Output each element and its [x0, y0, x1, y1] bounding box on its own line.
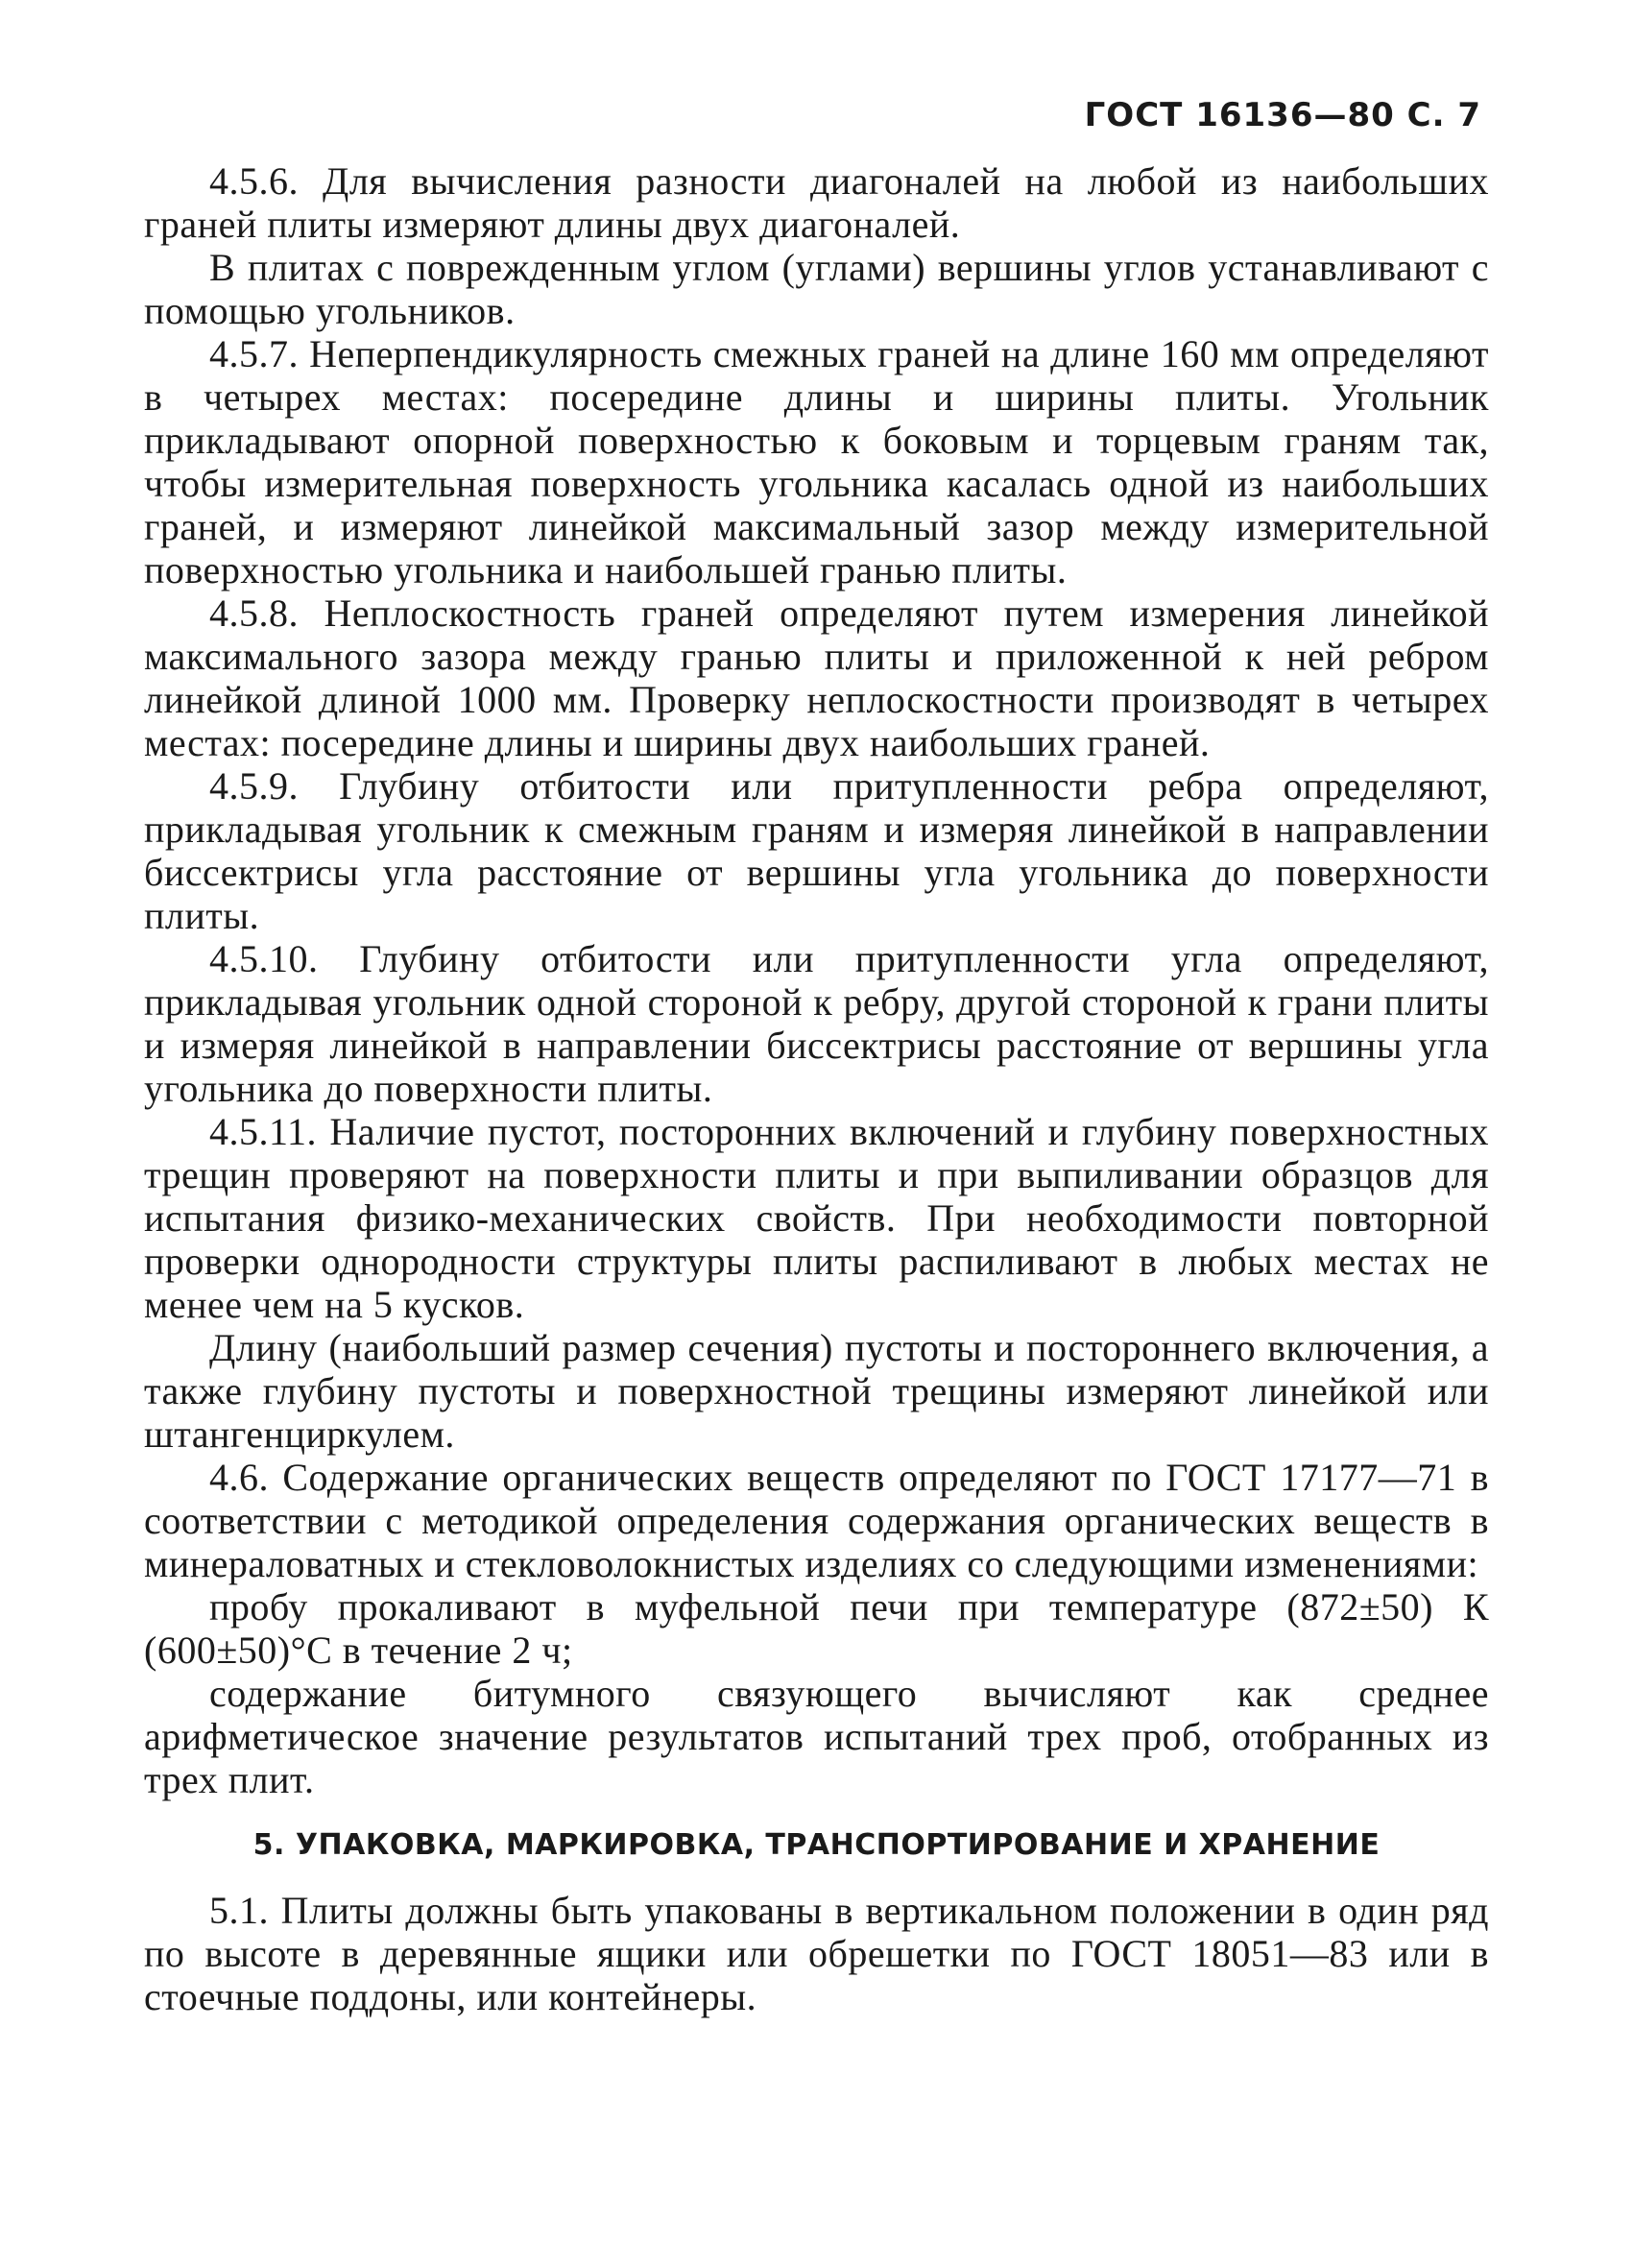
document-body — [144, 159, 1489, 1801]
page-header: ГОСТ 16136—80 С. 7 — [1084, 96, 1481, 134]
paragraph-4-5-10: 4.5.10. Глубину отбитости или притупленности угла определяют, прикладывая угольник одной стороной к ребру, другой стороной к грани плиты и измеряя линейкой в направлении биссектрисы расстояние от вершины угла угольника до поверхности плиты. — [144, 937, 1489, 1110]
paragraph-4-5-9: 4.5.9. Глубину отбитости или притупленности ребра определяют, прикладывая угольник к смежным граням и измеряя линейкой в направлении биссектрисы угла расстояние от вершины угла угольника до поверхности плиты. — [144, 764, 1489, 937]
section-title: 5. УПАКОВКА, МАРКИРОВКА, ТРАНСПОРТИРОВАНИЕ И ХРАНЕНИЕ — [252, 1828, 1381, 1862]
paragraph-4-5-8: 4.5.8. Неплоскостность граней определяют путем измерения линейкой максимального зазора между гранью плиты и приложенной к ней ребром линейкой длиной 1000 мм. Проверку неплоскостности производят в четырех местах: посередине длины и ширины двух наибольших граней. — [144, 591, 1489, 764]
paragraph-damaged-corners: В плитах с поврежденным углом (углами) вершины углов устанавливают с помощью угольников. — [144, 246, 1489, 332]
paragraph-bitumen-content: содержание битумного связующего вычисляют как среднее арифметическое значение результатов испытаний трех проб, отобранных из трех плит. — [144, 1672, 1489, 1801]
paragraph-5-1: 5.1. Плиты должны быть упакованы в вертикальном положении в один ряд по высоте в деревянные ящики или обрешетки по ГОСТ 18051—83 или в стоечные поддоны, или контейнеры. — [144, 1889, 1489, 2018]
paragraph-4-6: 4.6. Содержание органических веществ определяют по ГОСТ 17177—71 в соответствии с методикой определения содержания органических веществ в минераловатных и стекловолокнистых изделиях со следующими изменениями: — [144, 1456, 1489, 1585]
paragraph-voids-length: Длину (наибольший размер сечения) пустоты и постороннего включения, а также глубину пустоты и поверхностной трещины измеряют линейкой или штангенциркулем. — [144, 1326, 1489, 1456]
paragraph-4-5-7: 4.5.7. Неперпендикулярность смежных граней на длине 160 мм определяют в четырех местах: посередине длины и ширины плиты. Угольник прикладывают опорной поверхностью к боковым и торцевым граням так, чтобы измерительная поверхность угольника касалась одной из наибольших граней, и измеряют линейкой максимальный зазор между измерительной поверхностью угольника и наибольшей гранью плиты. — [144, 332, 1489, 591]
section-body — [144, 1889, 1489, 2018]
paragraph-4-5-6: 4.5.6. Для вычисления разности диагоналей на любой из наибольших граней плиты измеряют длины двух диагоналей. — [144, 159, 1489, 246]
paragraph-calcination: пробу прокаливают в муфельной печи при температуре (872±50) К (600±50)°С в течение 2 ч; — [144, 1585, 1489, 1672]
paragraph-4-5-11: 4.5.11. Наличие пустот, посторонних включений и глубину поверхностных трещин проверяют на поверхности плиты и при выпиливании образцов для испытания физико-механических свойств. При необходимости повторной проверки однородности структуры плиты распиливают в любых местах не менее чем на 5 кусков. — [144, 1110, 1489, 1326]
